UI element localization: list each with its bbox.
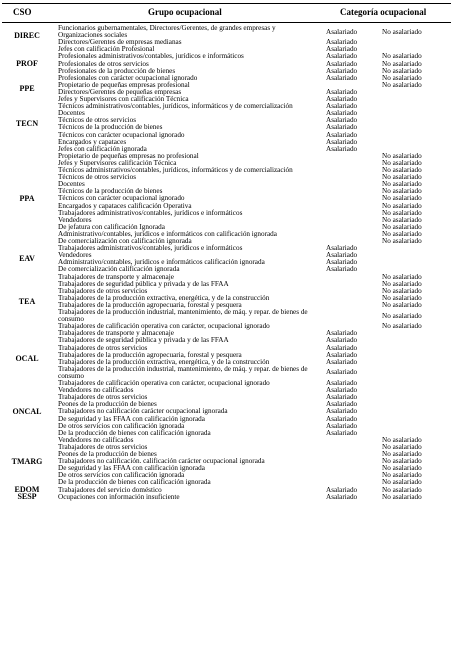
grupo-ocupacional-cell: Trabajadores de transporte y almacenaje bbox=[58, 272, 174, 281]
no-asalariado-cell: No asalariado bbox=[382, 464, 422, 473]
grupo-ocupacional-cell: De la producción de bienes con calificación ignorada bbox=[58, 478, 211, 487]
grupo-ocupacional-cell: Trabajadores de seguridad pública y privada y de las FFAA bbox=[58, 336, 229, 345]
asalariado-cell: Asalariado bbox=[326, 144, 358, 153]
asalariado-cell: Asalariado bbox=[326, 66, 358, 75]
cso-code: TECN bbox=[15, 119, 39, 129]
asalariado-cell: Asalariado bbox=[326, 27, 358, 36]
grupo-ocupacional-cell: Trabajadores de la producción extractiva, energética, y de la construcción bbox=[58, 293, 270, 302]
asalariado-cell: Asalariado bbox=[326, 137, 358, 146]
grupo-ocupacional-cell: De otros servicios con calificación ignorada bbox=[58, 471, 185, 480]
grupo-ocupacional-cell: Docentes bbox=[58, 109, 85, 118]
grupo-ocupacional-cell: Técnicos de otros servicios bbox=[58, 173, 137, 182]
asalariado-cell: Asalariado bbox=[326, 244, 358, 253]
no-asalariado-cell: No asalariado bbox=[382, 173, 422, 182]
grupo-ocupacional-cell: Técnicos de la producción de bienes bbox=[58, 187, 163, 196]
asalariado-cell: Asalariado bbox=[326, 95, 358, 103]
no-asalariado-cell: No asalariado bbox=[382, 215, 422, 224]
grupo-ocupacional-cell: Profesionales de otros servicios bbox=[58, 59, 149, 68]
grupo-ocupacional-cell: Técnicos administrativos/contables, jurídicos, informáticos y de comercialización bbox=[58, 166, 293, 174]
table-row bbox=[0, 494, 452, 501]
no-asalariado-cell: No asalariado bbox=[382, 272, 422, 281]
asalariado-cell: Asalariado bbox=[326, 251, 358, 260]
no-asalariado-cell: No asalariado bbox=[382, 311, 422, 320]
header-cso: CSO bbox=[13, 7, 32, 17]
header-grupo-ocupacional: Grupo ocupacional bbox=[148, 7, 222, 17]
asalariado-cell: Asalariado bbox=[326, 87, 358, 96]
grupo-ocupacional-cell: Trabajadores no calificación carácter ocupacional ignorada bbox=[58, 407, 228, 416]
grupo-ocupacional-cell: Técnicos administrativos/contables, jurídicos, informáticos y de comercialización bbox=[58, 102, 293, 111]
asalariado-cell: Asalariado bbox=[326, 368, 358, 377]
no-asalariado-cell: No asalariado bbox=[382, 180, 422, 189]
grupo-ocupacional-cell: Trabajadores de seguridad pública y privada y de las FFAA bbox=[58, 279, 229, 288]
no-asalariado-cell: No asalariado bbox=[382, 478, 422, 487]
no-asalariado-cell: No asalariado bbox=[382, 187, 422, 196]
grupo-ocupacional-cell: De comercialización con calificación ignorada bbox=[58, 237, 192, 245]
asalariado-cell: Asalariado bbox=[326, 357, 358, 366]
no-asalariado-cell: No asalariado bbox=[382, 27, 422, 36]
grupo-ocupacional-cell: Trabajadores de la producción industrial, mantenimiento, de máq. y repar. de bienes de consumo bbox=[58, 364, 308, 380]
grupo-ocupacional-cell: Trabajadores de la producción extractiva, energética, y de la construcción bbox=[58, 357, 270, 366]
grupo-ocupacional-cell: Vendedores no calificados bbox=[58, 435, 134, 444]
no-asalariado-cell: No asalariado bbox=[382, 229, 422, 238]
no-asalariado-cell: No asalariado bbox=[382, 300, 422, 309]
asalariado-cell: Asalariado bbox=[326, 52, 358, 61]
no-asalariado-cell: No asalariado bbox=[382, 73, 422, 82]
grupo-ocupacional-cell: Directores/Gerentes de empresas medianas bbox=[58, 38, 182, 47]
grupo-ocupacional-cell: Técnicos con carácter ocupacional ignorado bbox=[58, 130, 185, 139]
grupo-ocupacional-cell: De comercialización calificación ignorada bbox=[58, 265, 180, 274]
asalariado-cell: Asalariado bbox=[326, 421, 358, 430]
cso-code: SESP bbox=[17, 492, 37, 502]
grupo-ocupacional-cell: Trabajadores de otros servicios bbox=[58, 442, 148, 451]
grupo-ocupacional-cell: De seguridad y las FFAA con calificación ignorada bbox=[58, 414, 205, 423]
cso-code: TMARG bbox=[11, 456, 43, 466]
asalariado-cell: Asalariado bbox=[326, 393, 358, 402]
grupo-ocupacional-cell: Vendedores bbox=[58, 215, 92, 224]
cso-code: ONCAL bbox=[12, 406, 42, 416]
grupo-ocupacional-cell: Técnicos de la producción de bienes bbox=[58, 123, 163, 132]
no-asalariado-cell: No asalariado bbox=[382, 279, 422, 288]
asalariado-cell: Asalariado bbox=[326, 379, 358, 387]
no-asalariado-cell: No asalariado bbox=[382, 471, 422, 480]
asalariado-cell: Asalariado bbox=[326, 123, 358, 132]
asalariado-cell: Asalariado bbox=[326, 130, 358, 139]
grupo-ocupacional-cell: Trabajadores de otros servicios bbox=[58, 393, 148, 402]
no-asalariado-cell: No asalariado bbox=[382, 222, 422, 231]
no-asalariado-cell: No asalariado bbox=[382, 442, 422, 451]
asalariado-cell: Asalariado bbox=[326, 59, 358, 68]
grupo-ocupacional-cell: Trabajadores de otros servicios bbox=[58, 343, 148, 352]
asalariado-cell: Asalariado bbox=[326, 38, 358, 47]
no-asalariado-cell: No asalariado bbox=[382, 457, 422, 466]
asalariado-cell: Asalariado bbox=[326, 109, 358, 118]
cso-code: PPA bbox=[19, 193, 35, 203]
no-asalariado-cell: No asalariado bbox=[382, 166, 422, 174]
grupo-ocupacional-cell: Jefes y Supervisores con calificación Técnica bbox=[58, 95, 189, 103]
cso-code: PROF bbox=[16, 59, 38, 69]
asalariado-cell: Asalariado bbox=[326, 45, 358, 54]
cso-code: OCAL bbox=[15, 353, 39, 363]
grupo-ocupacional-cell: Administrativo/contables, jurídicos e informáticos con calificación ignorada bbox=[58, 229, 277, 238]
asalariado-cell: Asalariado bbox=[326, 73, 358, 82]
grupo-ocupacional-cell: Ocupaciones con información insuficiente bbox=[58, 492, 180, 501]
grupo-ocupacional-cell: Trabajadores de la producción agropecuaria, forestal y pesquera bbox=[58, 300, 242, 309]
no-asalariado-cell: No asalariado bbox=[382, 293, 422, 302]
cso-code: EDOM bbox=[14, 485, 40, 495]
no-asalariado-cell: No asalariado bbox=[382, 485, 422, 494]
asalariado-cell: Asalariado bbox=[326, 407, 358, 416]
grupo-ocupacional-cell: Administrativo/contables, jurídicos e informáticos calificación ignorada bbox=[58, 258, 265, 267]
table-row bbox=[0, 366, 452, 380]
no-asalariado-cell: No asalariado bbox=[382, 158, 422, 167]
no-asalariado-cell: No asalariado bbox=[382, 237, 422, 245]
grupo-ocupacional-cell: Trabajadores de calificación operativa con carácter, ocupacional ignorado bbox=[58, 379, 270, 387]
grupo-ocupacional-cell: Directores/Gerentes de pequeñas empresas bbox=[58, 87, 182, 96]
grupo-ocupacional-cell: Jefes con calificación Profesional bbox=[58, 45, 155, 54]
asalariado-cell: Asalariado bbox=[326, 336, 358, 345]
no-asalariado-cell: No asalariado bbox=[382, 450, 422, 458]
grupo-ocupacional-cell: Propietario de pequeñas empresas profesional bbox=[58, 80, 190, 89]
grupo-ocupacional-cell: Docentes bbox=[58, 180, 85, 189]
cso-code: PPE bbox=[19, 83, 35, 93]
grupo-ocupacional-cell: Propietario de pequeñas empresas no profesional bbox=[58, 151, 199, 160]
no-asalariado-cell: No asalariado bbox=[382, 52, 422, 61]
asalariado-cell: Asalariado bbox=[326, 116, 358, 125]
grupo-ocupacional-cell: Peones de la producción de bienes bbox=[58, 400, 157, 409]
no-asalariado-cell: No asalariado bbox=[382, 201, 422, 210]
no-asalariado-cell: No asalariado bbox=[382, 151, 422, 160]
asalariado-cell: Asalariado bbox=[326, 386, 358, 395]
asalariado-cell: Asalariado bbox=[326, 428, 358, 437]
grupo-ocupacional-cell: Profesionales de la producción de bienes bbox=[58, 66, 176, 75]
asalariado-cell: Asalariado bbox=[326, 485, 358, 494]
grupo-ocupacional-cell: Funcionarios gubernamentales, Directores/Gerentes, de grandes empresas y Organizaciones sociales bbox=[58, 24, 276, 40]
no-asalariado-cell: No asalariado bbox=[382, 286, 422, 295]
cso-code: TEA bbox=[18, 296, 36, 306]
grupo-ocupacional-cell: De jefatura con calificación Ignorada bbox=[58, 222, 165, 231]
grupo-ocupacional-cell: Trabajadores administrativos/contables, jurídicos e informáticos bbox=[58, 208, 243, 217]
grupo-ocupacional-cell: Vendedores no calificados bbox=[58, 386, 134, 395]
header-categoria-ocupacional: Categoría ocupacional bbox=[340, 7, 427, 17]
grupo-ocupacional-cell: Trabajadores de calificación operativa con carácter, ocupacional ignorado bbox=[58, 322, 270, 331]
no-asalariado-cell: No asalariado bbox=[382, 59, 422, 68]
grupo-ocupacional-cell: Trabajadores de transporte y almacenaje bbox=[58, 329, 174, 338]
grupo-ocupacional-cell: Trabajadores administrativos/contables, jurídicos e informáticos bbox=[58, 244, 243, 253]
grupo-ocupacional-cell: Jefes y Supervisores calificación Técnica bbox=[58, 158, 177, 167]
asalariado-cell: Asalariado bbox=[326, 400, 358, 409]
grupo-ocupacional-cell: Trabajadores de la producción agropecuaria, forestal y pesquera bbox=[58, 350, 242, 359]
grupo-ocupacional-cell: Trabajadores no calificación. calificación carácter ocupacional ignorada bbox=[58, 457, 265, 466]
no-asalariado-cell: No asalariado bbox=[382, 80, 422, 89]
asalariado-cell: Asalariado bbox=[326, 265, 358, 274]
grupo-ocupacional-cell: Trabajadores de otros servicios bbox=[58, 286, 148, 295]
asalariado-cell: Asalariado bbox=[326, 329, 358, 338]
grupo-ocupacional-cell: Jefes con calificación ignorada bbox=[58, 144, 147, 153]
grupo-ocupacional-cell: De otros servicios con calificación ignorada bbox=[58, 421, 185, 430]
grupo-ocupacional-cell: Vendedores bbox=[58, 251, 92, 260]
cso-code: DIREC bbox=[14, 30, 40, 40]
grupo-ocupacional-cell: Profesionales administrativos/contables, jurídicos e informáticos bbox=[58, 52, 244, 61]
no-asalariado-cell: No asalariado bbox=[382, 492, 422, 501]
asalariado-cell: Asalariado bbox=[326, 492, 358, 501]
grupo-ocupacional-cell: Técnicos con carácter ocupacional ignorado bbox=[58, 194, 185, 203]
table-top-rule bbox=[2, 3, 451, 4]
grupo-ocupacional-cell: Peones de la producción de bienes bbox=[58, 450, 157, 458]
grupo-ocupacional-cell: Encargados y capataces bbox=[58, 137, 127, 146]
no-asalariado-cell: No asalariado bbox=[382, 322, 422, 331]
grupo-ocupacional-cell: Trabajadores de la producción industrial, mantenimiento, de máq. y repar. de bienes de consumo bbox=[58, 308, 308, 324]
no-asalariado-cell: No asalariado bbox=[382, 435, 422, 444]
grupo-ocupacional-cell: Técnicos de otros servicios bbox=[58, 116, 137, 125]
table-row bbox=[0, 309, 452, 323]
asalariado-cell: Asalariado bbox=[326, 350, 358, 359]
table-row bbox=[0, 25, 452, 39]
no-asalariado-cell: No asalariado bbox=[382, 66, 422, 75]
header-bottom-rule bbox=[2, 22, 451, 23]
grupo-ocupacional-cell: De seguridad y las FFAA con calificación ignorada bbox=[58, 464, 205, 473]
grupo-ocupacional-cell: Profesionales con carácter ocupacional ignorado bbox=[58, 73, 198, 82]
no-asalariado-cell: No asalariado bbox=[382, 208, 422, 217]
asalariado-cell: Asalariado bbox=[326, 414, 358, 423]
asalariado-cell: Asalariado bbox=[326, 102, 358, 111]
asalariado-cell: Asalariado bbox=[326, 258, 358, 267]
grupo-ocupacional-cell: De la producción de bienes con calificación ignorada bbox=[58, 428, 211, 437]
grupo-ocupacional-cell: Encargados y capataces calificación Operativa bbox=[58, 201, 192, 210]
asalariado-cell: Asalariado bbox=[326, 343, 358, 352]
no-asalariado-cell: No asalariado bbox=[382, 194, 422, 203]
grupo-ocupacional-cell: Trabajadores del servicio doméstico bbox=[58, 485, 162, 494]
cso-code: EAV bbox=[19, 254, 35, 264]
